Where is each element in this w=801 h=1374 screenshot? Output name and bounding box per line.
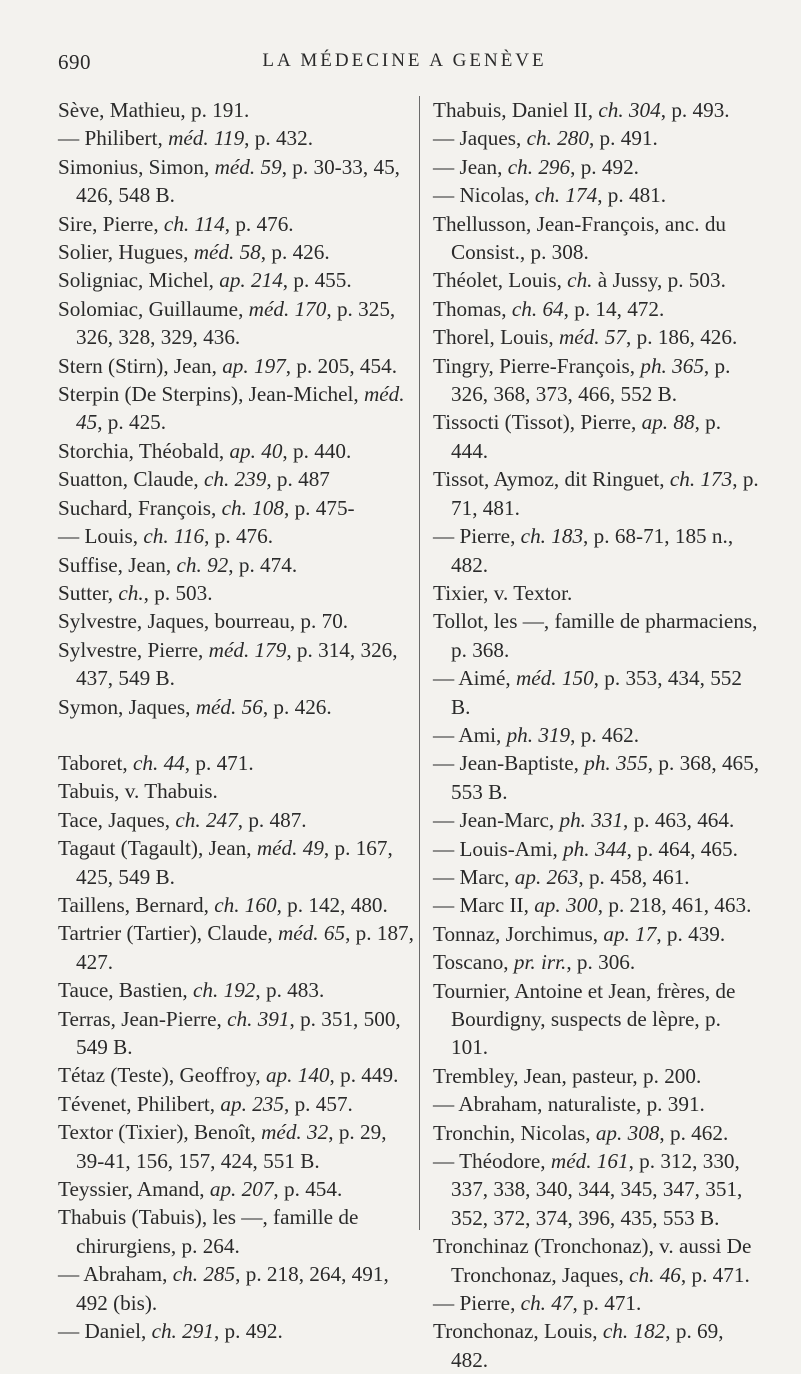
entry-text: Solier, Hugues,: [58, 240, 194, 265]
entry-role: méd. 49: [256, 836, 324, 861]
index-entry: [433, 1119, 763, 1147]
entry-pages: , p. 491.: [588, 126, 658, 151]
index-entry: [58, 1090, 414, 1118]
entry-role: méd. 170: [248, 296, 327, 321]
entry-role: ch. 285: [172, 1262, 236, 1287]
entry-pages: , p. 351, 500, 549 B.: [76, 1006, 401, 1059]
entry-text: Sève, Mathieu, p. 191.: [58, 98, 250, 122]
index-entry: [58, 96, 414, 124]
index-entry: [58, 266, 414, 294]
entry-text: — Abraham,: [58, 1262, 173, 1287]
entry-pages: , p. 493.: [660, 98, 730, 122]
index-entry: [58, 352, 414, 380]
entry-text: Tace, Jaques,: [58, 807, 176, 832]
entry-role: ch. 391: [227, 1006, 290, 1031]
entry-pages: , p. 30-33, 45, 426, 548 B.: [76, 154, 400, 208]
entry-role: ph. 344: [563, 836, 627, 861]
index-entry: [58, 238, 414, 266]
entry-pages: , p. 454.: [273, 1177, 343, 1202]
index-entry: [58, 579, 414, 607]
entry-text: Sylvestre, Jaques, bourreau, p. 70.: [58, 609, 349, 634]
entry-role: ch. 280: [526, 126, 589, 151]
index-entry: [58, 522, 414, 550]
entry-text: Textor (Tixier), Benoît,: [58, 1120, 262, 1145]
index-entry: [433, 664, 763, 721]
index-entry: [58, 636, 414, 693]
entry-pages: , p. 205, 454.: [285, 353, 397, 378]
entry-role: ch. 174: [534, 183, 598, 208]
index-entry: [58, 1175, 414, 1203]
entry-pages: , p. 483.: [255, 978, 325, 1003]
index-entry: [433, 977, 763, 1062]
index-entry: [433, 408, 763, 465]
page-header: [58, 50, 751, 80]
entry-text: Tixier, v. Textor.: [433, 580, 573, 605]
entry-pages: , p. 14, 472.: [563, 296, 665, 321]
entry-role: ap. 207: [209, 1177, 274, 1202]
entry-pages: , p. 29, 39-41, 156, 157, 424, 551 B.: [76, 1120, 387, 1173]
index-entry: [433, 1232, 763, 1289]
entry-text: — Marc II,: [433, 893, 535, 918]
index-entry: [433, 579, 763, 607]
index-entry: [433, 1317, 763, 1374]
index-entry: [58, 976, 414, 1004]
entry-role: pr. irr.: [513, 950, 567, 975]
index-entry: [433, 153, 763, 181]
entry-pages: , p. 368, 465, 553 B.: [451, 751, 760, 804]
entry-pages: , p. 314, 326, 437, 549 B.: [76, 637, 398, 691]
entry-text: Tagaut (Tagault), Jean,: [58, 836, 257, 861]
entry-pages: , p. 325, 326, 328, 329, 436.: [76, 296, 396, 350]
entry-text: Sire, Pierre,: [58, 211, 164, 236]
entry-text: Thomas,: [433, 296, 512, 321]
entry-pages: , p. 471.: [572, 1291, 642, 1316]
entry-role: ap. 140: [265, 1063, 330, 1088]
index-entry: [58, 693, 414, 721]
entry-pages: , p. 458, 461.: [578, 864, 690, 889]
index-entry: [58, 1317, 414, 1345]
index-entry: [433, 266, 763, 294]
entry-role: méd. 58: [193, 240, 261, 265]
entry-text: — Théodore,: [433, 1149, 551, 1174]
index-entry: [433, 210, 763, 267]
entry-pages: , p. 481.: [597, 183, 667, 208]
entry-pages: , p. 475-: [283, 495, 355, 520]
entry-text: Soligniac, Michel,: [58, 268, 220, 293]
entry-pages: , p. 218, 461, 463.: [597, 893, 752, 918]
entry-role: ch. 239: [203, 467, 267, 492]
index-entry: [433, 96, 763, 124]
index-entry: [58, 1203, 414, 1260]
entry-role: ap. 214: [219, 268, 283, 293]
entry-pages: , p. 471.: [184, 750, 254, 775]
entry-text: — Pierre,: [433, 524, 521, 549]
entry-text: Sterpin (De Sterpins), Jean-Michel,: [58, 382, 364, 407]
entry-pages: , p. 142, 480.: [276, 892, 388, 917]
entry-text: Tollot, les —, famille de pharmaciens, p. 368.: [433, 609, 758, 662]
entry-pages: , p. 464, 465.: [626, 836, 738, 861]
index-entry: [433, 863, 763, 891]
entry-text: Taboret,: [58, 750, 133, 775]
entry-role: ph. 319: [506, 722, 571, 747]
entry-pages: , p. 492.: [570, 154, 639, 179]
entry-role: ph. 355: [584, 751, 648, 776]
entry-text: — Marc,: [433, 864, 515, 889]
entry-pages: , p. 353, 434, 552 B.: [451, 666, 742, 719]
entry-role: ap. 17: [603, 921, 657, 946]
entry-pages: , p. 68-71, 185 n., 482.: [451, 524, 734, 577]
entry-pages: , p. 218, 264, 491, 492 (bis).: [76, 1262, 389, 1315]
entry-text: Suffise, Jean,: [58, 552, 177, 577]
entry-text: Taillens, Bernard,: [58, 892, 215, 917]
entry-text: Terras, Jean-Pierre,: [58, 1006, 228, 1031]
entry-pages: , p. 186, 426.: [626, 325, 738, 350]
entry-text: — Pierre,: [433, 1291, 521, 1316]
entry-text: Tissocti (Tissot), Pierre,: [433, 410, 642, 435]
page-number: 690: [58, 50, 91, 74]
running-title: LA MÉDECINE A GENÈVE: [262, 50, 547, 71]
entry-text: — Abraham, naturaliste, p. 391.: [433, 1092, 705, 1117]
entry-text: Suatton, Claude,: [58, 467, 204, 492]
entry-text: — Louis,: [58, 524, 144, 549]
index-entry: [433, 1289, 763, 1317]
index-entry: [433, 1062, 763, 1090]
entry-text: Tauce, Bastien,: [58, 978, 194, 1003]
entry-role: ch. 46: [629, 1262, 681, 1287]
index-entry: [58, 749, 414, 777]
entry-role: ch. 108: [221, 495, 284, 520]
entry-text: Tartrier (Tartier), Claude,: [58, 921, 278, 946]
entry-text: Stern (Stirn), Jean,: [58, 353, 223, 378]
entry-role: ph. 365: [640, 353, 704, 378]
index-entry: [433, 352, 763, 409]
entry-role: ph. 331: [559, 808, 624, 833]
index-entry: [433, 749, 763, 806]
entry-pages: , p. 476.: [204, 524, 274, 549]
entry-pages: , p. 432.: [244, 126, 314, 151]
index-entry: [433, 806, 763, 834]
entry-text: Tonnaz, Jorchimus,: [433, 921, 604, 946]
index-entry: [433, 323, 763, 351]
entry-pages: , p. 463, 464.: [623, 808, 735, 833]
entry-role: ch. 160: [214, 892, 277, 917]
entry-text: Tronchonaz, Louis,: [433, 1319, 603, 1344]
entry-pages: , p. 462.: [659, 1120, 729, 1145]
entry-role: ch. 173: [669, 467, 733, 492]
index-column-left: [58, 96, 414, 1345]
entry-text: Sylvestre, Pierre,: [58, 637, 209, 662]
index-entry: [58, 834, 414, 891]
entry-role: méd. 119: [168, 126, 245, 151]
entry-pages: , p. 476.: [224, 211, 294, 236]
entry-role: ch. 182: [602, 1319, 666, 1344]
entry-pages: à Jussy, p. 503.: [592, 268, 726, 293]
entry-text: Symon, Jaques,: [58, 694, 196, 719]
entry-text: — Jean,: [433, 154, 508, 179]
index-entry: [433, 181, 763, 209]
entry-pages: , p. 69, 482.: [451, 1319, 724, 1372]
entry-pages: , p. 71, 481.: [451, 467, 759, 520]
index-entry: [433, 607, 763, 664]
entry-pages: , p. 487.: [237, 807, 307, 832]
entry-text: Tévenet, Philibert,: [58, 1091, 221, 1116]
index-entry: [58, 494, 414, 522]
entry-text: Thabuis, Daniel II,: [433, 98, 599, 122]
entry-text: Tronchin, Nicolas,: [433, 1120, 596, 1145]
entry-text: — Ami,: [433, 722, 507, 747]
entry-pages: , p. 449.: [329, 1063, 399, 1088]
entry-text: Trembley, Jean, pasteur, p. 200.: [433, 1063, 702, 1088]
entry-text: — Jean-Marc,: [433, 808, 560, 833]
entry-role: ch. 47: [520, 1291, 573, 1316]
entry-pages: , p. 425.: [97, 410, 167, 435]
entry-role: méd. 45: [76, 382, 405, 435]
index-entry: [433, 522, 763, 579]
index-entry: [433, 948, 763, 976]
entry-text: Tétaz (Teste), Geoffroy,: [58, 1063, 266, 1088]
index-entry: [58, 551, 414, 579]
entry-text: Sutter,: [58, 580, 119, 605]
index-entry: [58, 1260, 414, 1317]
entry-role: méd. 57: [558, 325, 627, 350]
index-entry: [58, 124, 414, 152]
index-entry: [433, 295, 763, 323]
entry-role: ap. 40: [229, 438, 283, 463]
entry-pages: , p. 471.: [680, 1262, 750, 1287]
entry-pages: , p. 455.: [282, 268, 352, 293]
index-entry: [58, 1061, 414, 1089]
entry-role: ch. 44: [133, 750, 185, 775]
index-entry: [433, 721, 763, 749]
entry-pages: , p. 426.: [262, 694, 332, 719]
index-entry: [433, 835, 763, 863]
index-entry: [433, 920, 763, 948]
entry-role: ch. 92: [176, 552, 229, 577]
entry-text: Thellusson, Jean-François, anc. du Consist., p. 308.: [433, 211, 727, 265]
entry-text: — Jaques,: [433, 126, 527, 151]
entry-text: Suchard, François,: [58, 495, 222, 520]
entry-pages: , p. 326, 368, 373, 466, 552 B.: [451, 353, 731, 407]
entry-text: Tissot, Aymoz, dit Ringuet,: [433, 467, 670, 492]
entry-role: méd. 59: [214, 154, 282, 179]
entry-role: ch. 114: [163, 211, 225, 236]
entry-pages: , p. 487: [266, 467, 330, 492]
entry-role: méd. 65: [277, 921, 346, 946]
entry-pages: , p. 492.: [213, 1319, 283, 1344]
entry-role: méd. 179: [208, 637, 287, 662]
entry-text: Thorel, Louis,: [433, 325, 559, 350]
entry-text: — Aimé,: [433, 666, 516, 691]
index-entry: [58, 1005, 414, 1062]
index-entry: [433, 465, 763, 522]
entry-text: — Philibert,: [58, 126, 169, 151]
section-gap: [58, 721, 414, 749]
entry-role: méd. 56: [195, 694, 263, 719]
entry-role: ch.: [118, 580, 144, 605]
entry-text: Thabuis (Tabuis), les —, famille de chirurgiens, p. 264.: [58, 1205, 359, 1258]
entry-role: ap. 88: [641, 410, 695, 435]
column-divider: [419, 96, 420, 1230]
entry-text: Teyssier, Amand,: [58, 1177, 210, 1202]
entry-pages: , p. 167, 425, 549 B.: [76, 836, 393, 889]
entry-role: ap. 263: [514, 864, 579, 889]
index-entry: [58, 465, 414, 493]
entry-role: méd. 150: [515, 666, 594, 691]
index-entry: [58, 437, 414, 465]
entry-text: Tronchinaz (Tronchonaz), v. aussi De Tronchonaz, Jaques,: [433, 1234, 752, 1287]
index-entry: [58, 380, 414, 437]
entry-text: Toscano,: [433, 950, 514, 975]
entry-text: Tournier, Antoine et Jean, frères, de Bourdigny, suspects de lèpre, p. 101.: [433, 978, 736, 1060]
index-entry: [433, 124, 763, 152]
entry-text: Solomiac, Guillaume,: [58, 296, 249, 321]
entry-role: ch. 64: [511, 296, 564, 321]
entry-pages: , p. 503.: [143, 580, 213, 605]
entry-pages: , p. 444.: [451, 410, 722, 463]
index-entry: [58, 153, 414, 210]
entry-text: — Daniel,: [58, 1319, 152, 1344]
index-column-right: [433, 96, 763, 1374]
index-entry: [58, 891, 414, 919]
entry-text: Théolet, Louis,: [433, 268, 568, 293]
entry-pages: , p. 457.: [283, 1091, 353, 1116]
entry-role: ch.: [567, 268, 593, 293]
entry-role: ap. 300: [534, 893, 598, 918]
entry-pages: , p. 439.: [656, 921, 726, 946]
entry-text: Tingry, Pierre-François,: [433, 353, 641, 378]
entry-text: Simonius, Simon,: [58, 154, 215, 179]
entry-text: Tabuis, v. Thabuis.: [58, 779, 218, 804]
index-entry: [58, 1118, 414, 1175]
entry-text: Storchia, Théobald,: [58, 438, 230, 463]
entry-text: — Nicolas,: [433, 183, 535, 208]
index-entry: [58, 777, 414, 805]
entry-role: méd. 32: [261, 1120, 329, 1145]
index-entry: [58, 919, 414, 976]
entry-role: ch. 291: [151, 1319, 214, 1344]
index-entry: [58, 295, 414, 352]
entry-pages: , p. 440.: [282, 438, 352, 463]
entry-pages: , p. 426.: [260, 240, 330, 265]
entry-role: ch. 247: [175, 807, 238, 832]
entry-pages: , p. 187, 427.: [76, 921, 414, 974]
entry-text: — Jean-Baptiste,: [433, 751, 585, 776]
entry-role: ch. 183: [520, 524, 584, 549]
index-entry: [433, 891, 763, 919]
entry-role: ap. 308: [595, 1120, 660, 1145]
entry-text: — Louis-Ami,: [433, 836, 564, 861]
index-entry: [58, 607, 414, 635]
entry-role: ch. 116: [143, 524, 205, 549]
entry-pages: , p. 306.: [566, 950, 636, 975]
entry-role: ch. 296: [507, 154, 571, 179]
entry-role: méd. 161: [550, 1149, 629, 1174]
entry-pages: , p. 312, 330, 337, 338, 340, 344, 345, 347, 351, 352, 372, 374, 396, 435, 553 B.: [451, 1149, 743, 1230]
index-entry: [58, 806, 414, 834]
index-entry: [58, 210, 414, 238]
entry-pages: , p. 462.: [570, 722, 639, 747]
entry-role: ap. 235: [220, 1091, 284, 1116]
index-entry: [433, 1090, 763, 1118]
entry-role: ch. 304: [598, 98, 661, 122]
entry-role: ap. 197: [222, 353, 286, 378]
index-entry: [433, 1147, 763, 1232]
entry-role: ch. 192: [193, 978, 256, 1003]
entry-pages: , p. 474.: [228, 552, 298, 577]
